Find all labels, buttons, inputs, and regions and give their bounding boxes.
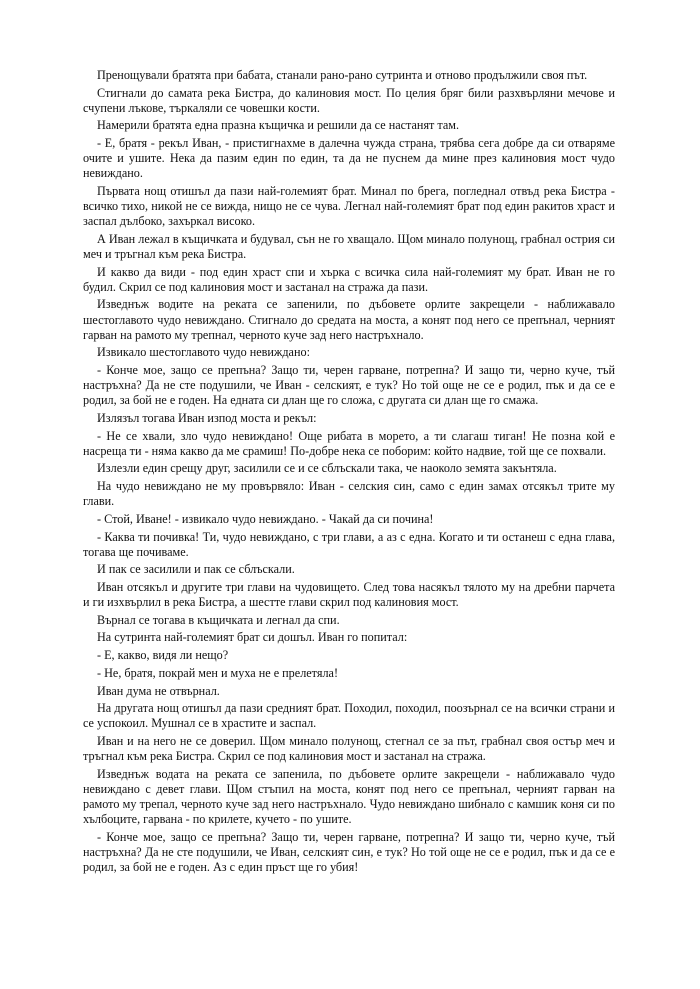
paragraph: На чудо невиждано не му провървяло: Иван - селския син, само с един замах отсякъл трите му глави. [83, 479, 615, 509]
paragraph: Върнал се тогава в къщичката и легнал да спи. [97, 612, 340, 627]
paragraph: Изведнъж водите на реката се запенили, по дъбовете орлите закрещели - наближавало шестоглавото чудо невиждано. Стигнало до средата на моста, а конят под него се препънал, черният гарван на рамото му трепнал, черното куче зад него настръхнало. [83, 297, 615, 342]
paragraph: А Иван лежал в къщичката и будувал, сън не го хващало. Щом минало полунощ, грабнал острия си меч и тръгнал към река Бистра. [83, 231, 615, 261]
paragraph: И какво да види - под един храст спи и хърка с всичка сила най-големият му брат. Иван не го будил. Скрил се под калиновия мост и застанал на стража да пази. [83, 264, 615, 294]
paragraph: Стигнали до самата река Бистра, до калиновия мост. По целия бряг били разхвърляни мечове и счупени лъкове, търкаляли се човешки кости. [83, 85, 615, 115]
paragraph: И пак се засилили и пак се сблъскали. [97, 562, 295, 577]
paragraph: Излезли един срещу друг, засилили се и се сблъскали така, че наоколо земята закънтяла. [97, 461, 557, 476]
paragraph: - Е, братя - рекъл Иван, - пристигнахме в далечна чужда страна, трябва сега добре да си отваряме очите и ушите. Нека да пазим един по един, та да не пуснем да мине през калиновия мост чудо невиждано. [83, 136, 615, 181]
paragraph: - Конче мое, защо се препъна? Защо ти, черен гарване, потрепна? И защо ти, черно куче, тъй настръхна? Да не сте подушили, че Иван - селският, е тук? Но той още не се е родил, пък и да се е родил, за бой не е годен. На едната си длан ще го сложа, с другата си длан ще го смажа. [83, 363, 615, 408]
paragraph: На другата нощ отишъл да пази средният брат. Походил, походил, поозърнал се на всички страни и се успокоил. Мушнал се в храстите и заспал. [83, 701, 615, 731]
paragraph: Изведнъж водата на реката се запенила, по дъбовете орлите закрещели - наближавало чудо невиждано с девет глави. Щом стъпил на моста, конят под него се препънал, черният гарван на рамото му трепал, черното куче зад него настръхнало. Чудо невиждано шибнало с камшик коня си по хълбоците, гарвана - по крилете, кучето - по ушите. [83, 766, 615, 827]
paragraph: - Каква ти почивка! Ти, чудо невиждано, с три глави, а аз с една. Когато и ти останеш с една глава, тогава ще почиваме. [83, 529, 615, 559]
paragraph: - Е, какво, видя ли нещо? [97, 648, 229, 663]
paragraph: Иван и на него не се доверил. Щом минало полунощ, стегнал се за път, грабнал своя остър меч и тръгнал към река Бистра. Скрил се под калиновия мост и застанал на стража. [83, 734, 615, 764]
paragraph: Иван дума не отвърнал. [97, 683, 220, 698]
paragraph: На сутринта най-големият брат си дошъл. Иван го попитал: [97, 630, 408, 645]
paragraph: Извикало шестоглавото чудо невиждано: [97, 345, 310, 360]
paragraph: - Конче мое, защо се препъна? Защо ти, черен гарване, потрепна? И защо ти, черно куче, тъй настръхна? Да не сте подушили, че Иван, селският син, е тук? Но той още не се е родил, пък и да се е родил, за бой не е годен. Аз с един пръст ще го убия! [83, 829, 615, 874]
paragraph: - Стой, Иване! - извикало чудо невиждано. - Чакай да си почина! [97, 511, 434, 526]
paragraph: - Не се хвали, зло чудо невиждано! Още рибата в морето, а ти слагаш тиган! Не позна кой е насреща ти - няма какво да ме срамиш! По-добре нека се поборим: който надвие, той ще се похвали. [83, 428, 615, 458]
paragraph: Излязъл тогава Иван изпод моста и рекъл: [97, 410, 317, 425]
paragraph: Първата нощ отишъл да пази най-големият брат. Минал по брега, погледнал отвъд река Бистра - всичко тихо, никой не се вижда, нищо не се чува. Легнал най-големият брат под един ракитов храст и заспал дълбоко, захъркал високо. [83, 184, 615, 229]
paragraph: Намерили братята една празна къщичка и решили да се настанят там. [97, 118, 460, 133]
paragraph: - Не, братя, покрай мен и муха не е прелетяла! [97, 665, 338, 680]
paragraph: Пренощували братята при бабата, станали рано-рано сутринта и отново продължили своя път. [97, 68, 588, 82]
paragraph: Иван отсякъл и другите три глави на чудовището. След това насякъл тялото му на дребни парчета и ги изхвърлил в река Бистра, а шестте глави скрил под калиновия мост. [83, 580, 615, 610]
document-page [83, 68, 615, 878]
